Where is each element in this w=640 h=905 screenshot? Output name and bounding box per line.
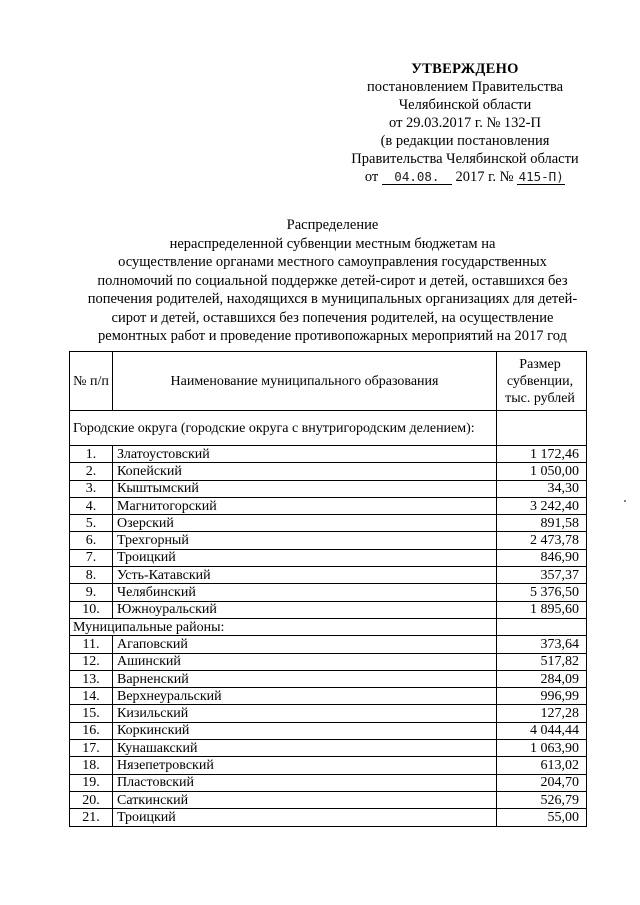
row-municipality: Трехгорный: [113, 532, 497, 549]
handwritten-number: 415-П): [518, 169, 564, 184]
row-municipality: Кизильский: [113, 705, 497, 722]
row-municipality: Саткинский: [113, 791, 497, 808]
row-number: 2.: [70, 463, 113, 480]
handwritten-date: 04.08.: [382, 170, 452, 185]
row-number: 14.: [70, 688, 113, 705]
row-amount: 357,37: [497, 567, 587, 584]
row-municipality: Усть-Катавский: [113, 567, 497, 584]
row-amount: 284,09: [497, 670, 587, 687]
table-row: [70, 584, 587, 601]
table-row: [70, 740, 587, 757]
row-number: 17.: [70, 740, 113, 757]
table-row: [70, 601, 587, 618]
row-amount: 613,02: [497, 757, 587, 774]
section-label-urban: Городские округа (городские округа с внутригородским делением):: [70, 411, 497, 446]
row-number: 20.: [70, 791, 113, 808]
table-row: [70, 480, 587, 497]
row-municipality: Нязепетровский: [113, 757, 497, 774]
row-amount: 1 895,60: [497, 601, 587, 618]
row-municipality: Челябинский: [113, 584, 497, 601]
approval-line-1: постановлением Правительства: [366, 79, 564, 95]
row-amount: 373,64: [497, 636, 587, 653]
row-municipality: Златоустовский: [113, 446, 497, 463]
approval-heading: УТВЕРЖДЕНО: [411, 61, 519, 77]
table-row: [70, 774, 587, 791]
row-number: 21.: [70, 809, 113, 826]
row-amount: 3 242,40: [497, 497, 587, 514]
approval-line-3: от 29.03.2017 г. № 132-П: [389, 115, 541, 131]
table-row: [70, 791, 587, 808]
row-amount: 846,90: [497, 549, 587, 566]
row-amount: 1 172,46: [497, 446, 587, 463]
row-number: 11.: [70, 636, 113, 653]
table-row: [70, 636, 587, 653]
row-number: 19.: [70, 774, 113, 791]
row-amount: 517,82: [497, 653, 587, 670]
row-amount: 55,00: [497, 809, 587, 826]
row-amount: 996,99: [497, 688, 587, 705]
table-row: [70, 532, 587, 549]
approval-year-text: 2017 г. №: [455, 169, 514, 185]
row-number: 4.: [70, 497, 113, 514]
row-amount: 5 376,50: [497, 584, 587, 601]
table-row: [70, 809, 587, 826]
subsidy-table: [69, 351, 587, 827]
row-number: 10.: [70, 601, 113, 618]
row-municipality: Копейский: [113, 463, 497, 480]
section-row-urban: [70, 411, 587, 446]
title-line-6: сирот и детей, оставшихся без попечения родителей, на осуществление: [111, 309, 554, 326]
table-row: [70, 653, 587, 670]
row-municipality: Кунашакский: [113, 740, 497, 757]
row-municipality: Магнитогорский: [113, 497, 497, 514]
row-number: 18.: [70, 757, 113, 774]
row-municipality: Пластовский: [113, 774, 497, 791]
row-municipality: Троицкий: [113, 809, 497, 826]
header-name: Наименование муниципального образования: [113, 352, 497, 411]
table-row: [70, 705, 587, 722]
row-number: 1.: [70, 446, 113, 463]
row-amount: 1 063,90: [497, 740, 587, 757]
table-row: [70, 515, 587, 532]
row-number: 16.: [70, 722, 113, 739]
section-empty-cell: [497, 618, 587, 635]
row-number: 12.: [70, 653, 113, 670]
row-municipality: Агаповский: [113, 636, 497, 653]
row-municipality: Коркинский: [113, 722, 497, 739]
table-row: [70, 688, 587, 705]
section-empty-cell: [497, 411, 587, 446]
title-line-2: нераспределенной субвенции местным бюджетам на: [169, 235, 496, 252]
row-amount: 526,79: [497, 791, 587, 808]
row-municipality: Озерский: [113, 515, 497, 532]
approval-from-word: от: [364, 169, 379, 185]
row-number: 3.: [70, 480, 113, 497]
table-row: [70, 757, 587, 774]
table-row: [70, 670, 587, 687]
header-amount: Размер субвенции, тыс. рублей: [497, 352, 587, 411]
row-number: 13.: [70, 670, 113, 687]
table-row: [70, 497, 587, 514]
approval-line-2: Челябинской области: [398, 97, 532, 113]
section-row-districts: [70, 618, 587, 635]
table-header-row: [70, 352, 587, 411]
table-body: [70, 411, 587, 827]
row-amount: 127,28: [497, 705, 587, 722]
table-row: [70, 446, 587, 463]
title-line-1: Распределение: [286, 217, 379, 233]
document-title: [60, 216, 605, 346]
row-amount: 34,30: [497, 480, 587, 497]
approval-line-4: (в редакции постановления: [380, 133, 550, 149]
row-number: 7.: [70, 549, 113, 566]
header-number: № п/п: [70, 352, 113, 411]
row-number: 15.: [70, 705, 113, 722]
approval-line-5: Правительства Челябинской области: [351, 151, 579, 167]
title-line-5: попечения родителей, находящихся в муниципальных организациях для детей-: [87, 291, 578, 307]
row-municipality: Троицкий: [113, 549, 497, 566]
row-number: 6.: [70, 532, 113, 549]
row-municipality: Ашинский: [113, 653, 497, 670]
row-amount: 2 473,78: [497, 532, 587, 549]
table-row: [70, 722, 587, 739]
row-municipality: Южноуральский: [113, 601, 497, 618]
row-amount: 4 044,44: [497, 722, 587, 739]
row-number: 8.: [70, 567, 113, 584]
row-municipality: Варненский: [113, 670, 497, 687]
row-amount: 1 050,00: [497, 463, 587, 480]
title-line-4: полномочий по социальной поддержке детей-сирот и детей, оставшихся без: [97, 272, 568, 289]
title-line-3: осуществление органами местного самоуправления государственных: [118, 254, 547, 270]
row-number: 9.: [70, 584, 113, 601]
row-number: 5.: [70, 515, 113, 532]
approval-stamp: [330, 60, 600, 186]
section-label-districts: Муниципальные районы:: [70, 618, 497, 635]
scan-speck: [624, 500, 626, 502]
table-row: [70, 567, 587, 584]
table-row: [70, 463, 587, 480]
row-municipality: Кыштымский: [113, 480, 497, 497]
row-municipality: Верхнеуральский: [113, 688, 497, 705]
table-row: [70, 549, 587, 566]
row-amount: 891,58: [497, 515, 587, 532]
title-line-7: ремонтных работ и проведение противопожарных мероприятий на 2017 год: [98, 328, 567, 344]
row-amount: 204,70: [497, 774, 587, 791]
approval-line-6: [330, 168, 600, 186]
